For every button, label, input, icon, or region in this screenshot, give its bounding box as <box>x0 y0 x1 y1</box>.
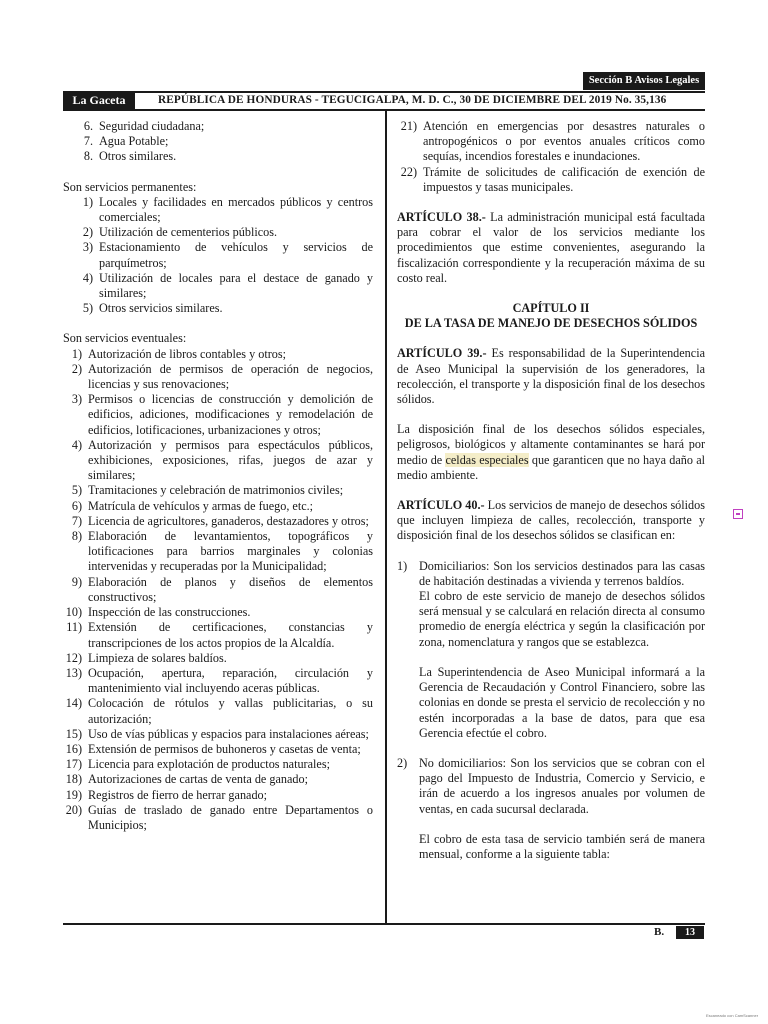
domiciliary-body <box>419 559 705 741</box>
item-number: 13) <box>65 665 82 680</box>
item-number: 5) <box>71 483 82 498</box>
item-number: 20) <box>65 802 82 817</box>
article-40-text: Los servicios de manejo de desechos sólidos que incluyen limpieza de calles, recolección, transporte y disposición final de los desechos sólidos se clasifican en: <box>397 498 705 543</box>
article-40 <box>397 498 705 544</box>
article-38 <box>397 210 705 286</box>
domiciliary-definition: Domiciliarios: Son los servicios destinados para las casas de habitación destinadas a vivienda y terrenos baldíos. <box>419 558 705 588</box>
item-number: 19) <box>65 787 82 802</box>
item-text: Seguridad ciudadana; <box>99 119 205 133</box>
item-number: 7. <box>83 134 93 149</box>
item-text: Uso de vías públicas y espacios para instalaciones aéreas; <box>88 726 369 741</box>
item-number: 5) <box>82 301 93 316</box>
item-number: 2) <box>397 755 408 770</box>
item-number: 2) <box>82 225 93 240</box>
item-number: 16) <box>65 741 82 756</box>
list-item <box>63 788 373 803</box>
gazette-title: La Gaceta <box>63 92 135 109</box>
item-number: 18) <box>65 772 82 787</box>
article-39 <box>397 346 705 407</box>
list-item <box>63 483 373 498</box>
list-item <box>63 620 373 650</box>
list-item <box>63 727 373 742</box>
eventual-list <box>63 347 373 834</box>
left-column <box>63 119 373 833</box>
item-number: 17) <box>65 757 82 772</box>
footer-rule <box>63 923 705 925</box>
item-number: 10) <box>65 605 82 620</box>
item-number: 21) <box>400 119 417 133</box>
item-number: 9) <box>71 574 82 589</box>
list-item <box>397 119 705 165</box>
item-number: 22) <box>400 164 417 179</box>
article-38-text: La administración municipal está facultada para cobrar el valor de los servicios mediante los procedimientos que estime convenientes, asegurando la fiscalización correspondiente y la recuperación máxima de su costo real. <box>397 210 705 285</box>
item-number: 3) <box>71 392 82 407</box>
list-item <box>63 803 373 833</box>
item-text: Atención en emergencias por desastres naturales o antropogénicos o por eventos anuales críticos como sequías, incendios forestales e inundaciones. <box>423 119 705 164</box>
item-text: Extensión de certificaciones, constancias y transcripciones de los actos propios de la Alcaldía. <box>88 620 373 650</box>
scanner-watermark: Escaneado con CamScanner <box>706 1013 759 1018</box>
item-text: Autorización de libros contables y otros; <box>88 346 286 361</box>
list-item <box>75 195 373 225</box>
list-item <box>75 225 373 240</box>
chapter-title: DE LA TASA DE MANEJO DE DESECHOS SÓLIDOS <box>404 316 698 331</box>
item-text: Limpieza de solares baldíos. <box>88 650 227 665</box>
chapter-heading: CAPÍTULO II <box>512 301 590 316</box>
section-letter: B. <box>654 926 665 938</box>
item-number: 14) <box>65 696 82 711</box>
article-39-text: Es responsabilidad de la Superintendencia de Aseo Municipal la supervisión de los generadores, la recolección, el transporte y la disposición final de los desechos sólidos. <box>397 346 705 407</box>
list-item <box>63 362 373 392</box>
item-number: 2) <box>71 361 82 376</box>
item-text: Autorizaciones de cartas de venta de ganado; <box>88 772 308 787</box>
item-text: Ocupación, apertura, reparación, circulación y mantenimiento vial incluyendo aceras públicas. <box>88 665 373 696</box>
list-item <box>63 742 373 757</box>
list-item <box>63 514 373 529</box>
article-39-label: ARTÍCULO 39.- <box>397 346 487 361</box>
article-40-label: ARTÍCULO 40.- <box>397 498 485 513</box>
permanent-list <box>63 195 373 317</box>
item-number: 12) <box>65 650 82 665</box>
list-item <box>69 149 373 164</box>
article-38-label: ARTÍCULO 38.- <box>397 210 486 225</box>
item-text: Guías de traslado de ganado entre Departamentos o Municipios; <box>88 802 373 832</box>
list-item <box>63 651 373 666</box>
list-item <box>63 438 373 484</box>
item-text: Matrícula de vehículos y armas de fuego, etc.; <box>88 498 314 513</box>
item-number: 8. <box>83 149 93 164</box>
domiciliary-item <box>397 559 705 741</box>
page-number: 13 <box>676 926 704 939</box>
section-label: Sección B Avisos Legales <box>583 72 705 90</box>
item-text: Otros similares. <box>99 149 177 164</box>
list-item <box>397 165 705 195</box>
list-item <box>63 347 373 362</box>
list-item <box>63 696 373 726</box>
item-number: 11) <box>66 620 82 635</box>
item-number: 7) <box>71 513 82 528</box>
permanent-heading: Son servicios permanentes: <box>63 179 197 194</box>
header-rule-bottom <box>63 109 705 111</box>
list-item <box>63 666 373 696</box>
highlighted-text: celdas especiales <box>445 452 529 467</box>
item-number: 1) <box>397 558 408 573</box>
item-number: 8) <box>71 529 82 544</box>
item-text: Autorización y permisos para espectáculos públicos, exhibiciones, exposiciones, rifas, juegos de azar y similares; <box>88 437 373 483</box>
item-text: Autorización de permisos de operación de negocios, licencias y sus renovaciones; <box>88 361 373 392</box>
item-text: Agua Potable; <box>99 134 169 149</box>
item-text: Colocación de rótulos y vallas publicitarias, o su autorización; <box>88 696 373 726</box>
list-item <box>63 392 373 438</box>
eventual-heading: Son servicios eventuales: <box>63 331 187 346</box>
list-item <box>69 134 373 149</box>
item-text: Elaboración de planos y diseños de elementos constructivos; <box>88 574 373 604</box>
list-item <box>63 757 373 772</box>
domiciliary-billing: El cobro de este servicio de manejo de desechos sólidos será mensual y se calculará en relación directa al consumo promedio de energía eléctrica y según la clasificación por zona, nomenclatura y rangos que se establezca. <box>419 589 705 649</box>
column-divider <box>385 111 387 923</box>
item-text: Registros de fierro de herrar ganado; <box>88 787 268 802</box>
disposal-paragraph <box>397 422 705 483</box>
item-text: Utilización de cementerios públicos. <box>99 225 278 240</box>
non-domiciliary-definition: No domiciliarios: Son los servicios que se cobran con el pago del Impuesto de Industria, Comercio y Servicio, e irán de acuerdo a los ingresos anuales por volumen de ventas, en cada sucursal declarada. <box>419 755 705 816</box>
list-a <box>63 119 373 165</box>
item-text: Permisos o licencias de construcción y demolición de edificios, adiciones, modificaciones y remodelación de edificios, lotificaciones, urbanizaciones y otros; <box>88 392 373 437</box>
non-domiciliary-item <box>397 756 705 862</box>
item-text: Locales y facilidades en mercados públicos y centros comerciales; <box>99 194 373 225</box>
disposal-text-a: La disposición final de los desechos sólidos especiales, peligrosos, biológicos y altamente contaminantes se hará por medio de <box>397 422 705 467</box>
item-text: Licencia de agricultores, ganaderos, destazadores y otros; <box>88 513 369 528</box>
item-number: 1) <box>71 346 82 361</box>
list-item <box>63 529 373 575</box>
item-number: 1) <box>82 194 93 209</box>
list-continued <box>397 119 705 195</box>
item-text: Tramitaciones y celebración de matrimonios civiles; <box>88 483 344 498</box>
list-item <box>63 499 373 514</box>
item-number: 15) <box>65 726 82 741</box>
item-number: 4) <box>71 437 82 452</box>
domiciliary-notice: La Superintendencia de Aseo Municipal informará a la Gerencia de Recaudación y Control Financiero, sobre las colonias en donde se presta el servicio de recolección y no estén incorporadas a la base de datos, para que esa Gerencia efectúe el cobro. <box>419 664 705 740</box>
list-item <box>75 301 373 316</box>
list-item <box>75 240 373 270</box>
item-number: 6) <box>71 498 82 513</box>
item-number: 4) <box>82 270 93 285</box>
item-number: 3) <box>82 240 93 255</box>
list-item <box>63 605 373 620</box>
item-text: Trámite de solicitudes de calificación de exención de impuestos y tasas municipales. <box>423 164 705 194</box>
list-item <box>75 271 373 301</box>
item-text: Elaboración de levantamientos, topográficos y lotificaciones para barrios marginales y colonias intervenidas y recuperadas por la Municipalidad; <box>88 529 373 574</box>
item-text: Utilización de locales para el destace de ganado y similares; <box>99 270 373 301</box>
list-item <box>63 772 373 787</box>
non-domiciliary-body <box>419 756 705 862</box>
item-text: Otros servicios similares. <box>99 301 223 316</box>
header-title: REPÚBLICA DE HONDURAS - TEGUCIGALPA, M. D. C., 30 DE DICIEMBRE DEL 2019 No. 35,136 <box>158 94 667 106</box>
disposal-text-b: que garanticen que no haya daño al medio ambiente. <box>397 452 705 482</box>
right-column <box>397 119 705 862</box>
list-item <box>69 119 373 134</box>
item-text: Extensión de permisos de buhoneros y casetas de venta; <box>88 741 361 756</box>
annotation-icon[interactable] <box>733 509 743 519</box>
item-text: Inspección de las construcciones. <box>88 605 251 620</box>
non-domiciliary-billing: El cobro de esta tasa de servicio también será de manera mensual, conforme a la siguiente tabla: <box>419 831 705 861</box>
list-item <box>63 575 373 605</box>
item-number: 6. <box>83 119 93 133</box>
item-text: Licencia para explotación de productos naturales; <box>88 757 330 772</box>
item-text: Estacionamiento de vehículos y servicios de parquímetros; <box>99 240 373 270</box>
